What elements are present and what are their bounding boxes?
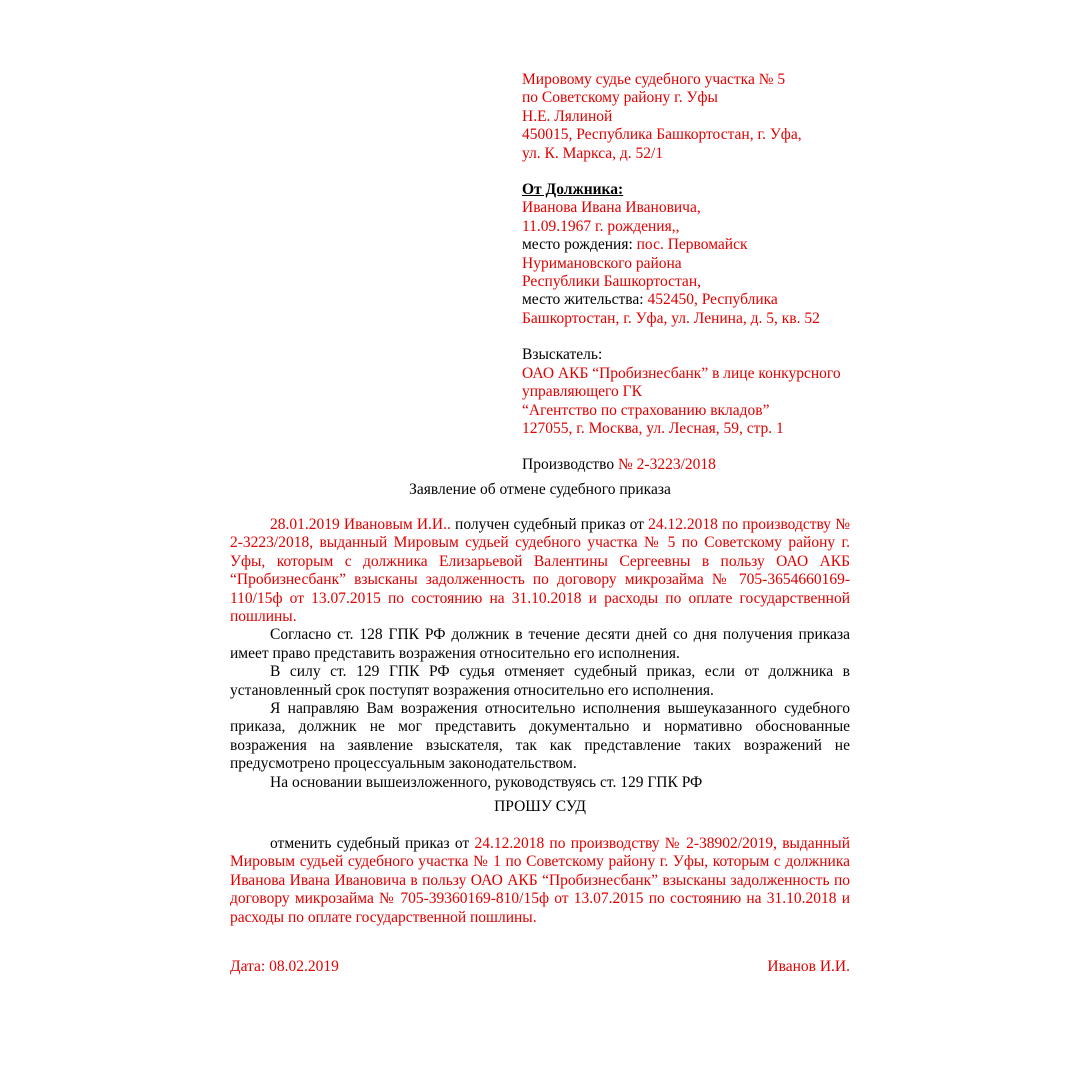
residence-line-1 [522, 291, 882, 309]
judge-line-2: по Советскому району г. Уфы [522, 89, 718, 107]
document-body [230, 516, 850, 792]
birthplace-value-1: пос. Первомайск [636, 236, 748, 254]
judge-line-5: ул. К. Маркса, д. 52/1 [522, 144, 664, 162]
body-paragraph-2: Согласно ст. 128 ГПК РФ должник в течение десяти дней со дня получения приказа имеет право представить возражения относительно его исполнения. [230, 626, 850, 662]
addressee-block [522, 71, 882, 475]
claimant-line-4: 127055, г. Москва, ул. Лесная, 59, стр. 1 [522, 419, 784, 437]
birthplace-label: место рождения: [522, 236, 637, 254]
request-red-rest: 24.12.2018 по производству № 2-38902/2019, выданный Мировым судьей судебного участка № 1 по Советскому району г. Уфы, которым с должника Иванова Ивана Ивановича в пользу ОАО АКБ “Пробизнесбанк” взысканы задолженность по договору микрозайма № 705-39360169-810/15ф от 13.07.2015 по состоянию на 31.10.2018 и расходы по оплате государственной пошлины. [230, 835, 850, 926]
judge-line-1: Мировому судье судебного участка № 5 [522, 71, 786, 88]
document-title: Заявление об отмене судебного приказа [409, 481, 671, 498]
residence-label: место жительства: [522, 291, 648, 309]
request-title: ПРОШУ СУД [494, 798, 586, 815]
footer-signature: Иванов И.И. [767, 958, 850, 975]
birthplace-line-2: Нуримановского района [522, 254, 682, 272]
claimant-line-1: ОАО АКБ “Пробизнесбанк” в лице конкурсного [522, 364, 841, 382]
p1-black: получен судебный приказ от [450, 516, 649, 533]
case-line [522, 456, 882, 474]
body-paragraph-4: Я направляю Вам возражения относительно исполнения вышеуказанного судебного приказа, должник не мог представить документально и нормативно обоснованные возражения на заявление взыскателя, так как представление таких возражений не предусмотрено процессуальным законодательством. [230, 700, 850, 773]
claimant-line-2: управляющего ГК [522, 383, 642, 401]
judge-line-3: Н.Е. Лялиной [522, 107, 613, 125]
request-black-start: отменить судебный приказ от [270, 835, 475, 852]
footer-date: Дата: 08.02.2019 [230, 958, 339, 975]
debtor-birth: 11.09.1967 г. рождения,, [522, 217, 680, 235]
judge-line-4: 450015, Республика Башкортостан, г. Уфа, [522, 126, 802, 144]
request-paragraph [230, 835, 850, 927]
debtor-name: Иванова Ивана Ивановича, [522, 199, 701, 217]
body-paragraph-5: На основании вышеизложенного, руководствуясь ст. 129 ГПК РФ [270, 773, 703, 791]
claimant-label: Взыскатель: [522, 346, 603, 364]
body-paragraph-3: В силу ст. 129 ГПК РФ судья отменяет судебный приказ, если от должника в установленный срок поступят возражения относительно его исполнения. [230, 663, 850, 699]
body-paragraph-1 [230, 516, 850, 626]
request-body [230, 835, 850, 927]
p1-red-rest: 24.12.2018 по производству № 2-3223/2018, выданный Мировым судьей судебного участка № 5 по Советскому району г. Уфы, которым с должника Елизарьевой Валентины Сергеевны в пользу ОАО АКБ “Пробизнесбанк” взысканы задолженность по договору микрозайма № 705-3654660169-110/15ф от 13.07.2015 по состоянию на 31.10.2018 и расходы по оплате государственной пошлины. [230, 516, 851, 626]
birthplace-line-1 [522, 236, 882, 254]
case-number: № 2-3223/2018 [618, 456, 716, 474]
case-label: Производство [522, 456, 619, 474]
residence-line-2: Башкортостан, г. Уфа, ул. Ленина, д. 5, кв. 52 [522, 309, 820, 327]
claimant-line-3: “Агентство по страхованию вкладов” [522, 401, 770, 419]
p1-red-start: 28.01.2019 Ивановым И.И.. [270, 516, 451, 533]
birthplace-line-3: Республики Башкортостан, [522, 273, 701, 291]
residence-value-1: 452450, Республика [647, 291, 778, 309]
debtor-heading: От Должника: [522, 181, 624, 199]
